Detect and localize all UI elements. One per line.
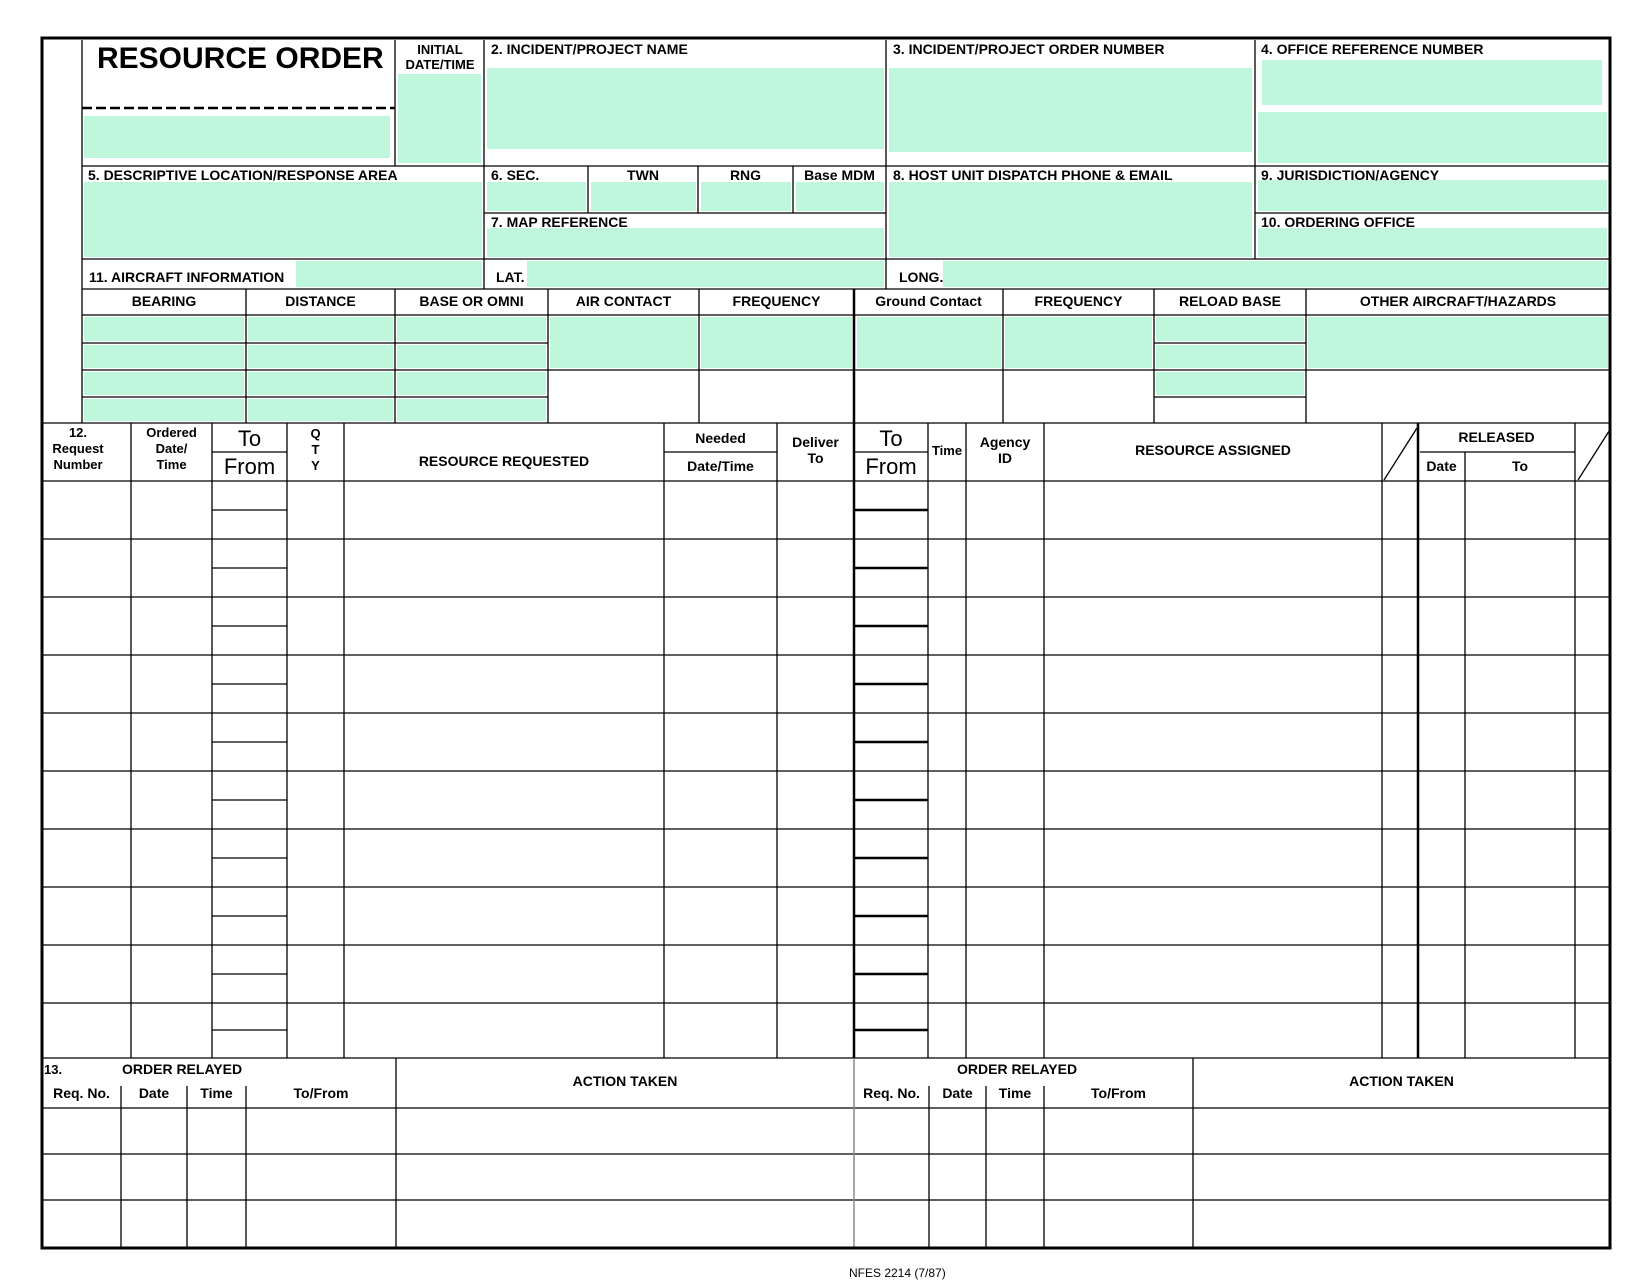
bearing-field-1[interactable] xyxy=(84,317,244,341)
request-number-header: 12. Request Number xyxy=(52,425,104,472)
action-taken-label-1: ACTION TAKEN xyxy=(572,1073,678,1089)
col-bearing: BEARING xyxy=(131,293,197,309)
section-13-label: 13. xyxy=(44,1062,63,1077)
to-from-header-1: To/From xyxy=(293,1085,349,1101)
distance-field-4[interactable] xyxy=(248,399,393,421)
long-field[interactable] xyxy=(943,261,1607,287)
form-number: NFES 2214 (7/87) xyxy=(849,1266,946,1280)
col-frequency: FREQUENCY xyxy=(732,293,821,309)
col-frequency-2: FREQUENCY xyxy=(1034,293,1123,309)
ordering-office-label: 10. ORDERING OFFICE xyxy=(1261,214,1416,230)
released-header: RELEASED xyxy=(1458,429,1535,445)
order-relayed-label-2: ORDER RELAYED xyxy=(957,1061,1078,1077)
base-omni-field-4[interactable] xyxy=(397,399,546,421)
lat-label: LAT. xyxy=(496,269,525,285)
col-base-omni: BASE OR OMNI xyxy=(419,293,524,309)
sec-label: 6. SEC. xyxy=(491,167,540,183)
aircraft-info-label: 11. AIRCRAFT INFORMATION xyxy=(89,269,285,285)
col-other-aircraft: OTHER AIRCRAFT/HAZARDS xyxy=(1359,293,1557,309)
base-omni-field-1[interactable] xyxy=(397,317,546,341)
needed-header: Needed xyxy=(695,430,746,446)
from-header-2: From xyxy=(865,454,917,479)
ordered-header: Ordered Date/ Time xyxy=(146,425,197,472)
reload-base-field-1[interactable] xyxy=(1156,317,1304,341)
released-date-header: Date xyxy=(1426,458,1457,474)
location-label: 5. DESCRIPTIVE LOCATION/RESPONSE AREA xyxy=(88,167,398,183)
base-mdm-field[interactable] xyxy=(796,182,884,211)
ordering-office-field[interactable] xyxy=(1258,228,1607,257)
to-header-2: To xyxy=(879,426,903,451)
date-header-2: Date xyxy=(942,1085,973,1101)
col-ground-contact: Ground Contact xyxy=(875,293,982,309)
jurisdiction-field[interactable] xyxy=(1258,180,1607,211)
ground-contact-field[interactable] xyxy=(857,317,1001,368)
long-label: LONG. xyxy=(899,269,944,285)
host-unit-label: 8. HOST UNIT DISPATCH PHONE & EMAIL xyxy=(893,167,1173,183)
office-ref-field-2[interactable] xyxy=(1258,112,1607,163)
initial-datetime-label: INITIAL DATE/TIME xyxy=(405,42,475,72)
rng-label: RNG xyxy=(729,167,762,183)
map-ref-field[interactable] xyxy=(487,228,884,257)
deliver-to-header: Deliver To xyxy=(792,434,839,466)
bearing-field-2[interactable] xyxy=(84,345,244,368)
released-to-header: To xyxy=(1511,458,1529,474)
initial-datetime-field[interactable] xyxy=(398,74,481,163)
twn-label: TWN xyxy=(627,167,659,183)
base-mdm-label: Base MDM xyxy=(804,167,875,183)
frequency-field-2[interactable] xyxy=(1005,317,1152,368)
office-ref-field[interactable] xyxy=(1262,60,1602,105)
order-number-field[interactable] xyxy=(889,68,1252,152)
incident-name-label: 2. INCIDENT/PROJECT NAME xyxy=(491,41,688,57)
jurisdiction-label: 9. JURISDICTION/AGENCY xyxy=(1261,167,1440,183)
air-contact-field[interactable] xyxy=(550,317,697,368)
qty-header: Q T Y xyxy=(310,426,321,473)
distance-field-2[interactable] xyxy=(248,345,393,368)
frequency-field-1[interactable] xyxy=(701,317,852,368)
from-header: From xyxy=(223,454,276,479)
other-aircraft-field[interactable] xyxy=(1308,317,1608,368)
to-from-header-2: To/From xyxy=(1091,1085,1146,1101)
host-unit-field[interactable] xyxy=(889,182,1252,257)
bearing-field-3[interactable] xyxy=(84,372,244,395)
action-taken-label-2: ACTION TAKEN xyxy=(1349,1073,1454,1089)
sec-field[interactable] xyxy=(487,182,586,211)
aircraft-info-field[interactable] xyxy=(296,261,482,287)
order-relayed-label-1: ORDER RELAYED xyxy=(122,1061,243,1077)
distance-field-1[interactable] xyxy=(248,317,393,341)
date-header-1: Date xyxy=(138,1085,170,1101)
map-ref-label: 7. MAP REFERENCE xyxy=(491,214,628,230)
rng-field[interactable] xyxy=(701,182,791,211)
order-number-label: 3. INCIDENT/PROJECT ORDER NUMBER xyxy=(893,41,1165,57)
form-title: RESOURCE ORDER xyxy=(97,42,384,75)
col-air-contact: AIR CONTACT xyxy=(575,293,672,309)
title-subfield[interactable] xyxy=(84,116,390,158)
lat-field[interactable] xyxy=(527,261,884,287)
reload-base-field-2[interactable] xyxy=(1156,345,1304,368)
distance-field-3[interactable] xyxy=(248,372,393,395)
base-omni-field-3[interactable] xyxy=(397,372,546,395)
location-field[interactable] xyxy=(84,182,482,257)
time-header-2: Time xyxy=(998,1085,1032,1101)
needed-datetime-header: Date/Time xyxy=(687,458,754,474)
resource-requested-header: RESOURCE REQUESTED xyxy=(418,453,590,469)
agency-id-header: Agency ID xyxy=(979,434,1031,466)
req-no-header-1: Req. No. xyxy=(53,1085,110,1101)
reload-base-field-3[interactable] xyxy=(1156,372,1304,395)
to-header: To xyxy=(237,426,262,451)
incident-name-field[interactable] xyxy=(487,68,884,149)
bearing-field-4[interactable] xyxy=(84,399,244,421)
time-header-1: Time xyxy=(200,1085,233,1101)
col-distance: DISTANCE xyxy=(285,293,356,309)
resource-assigned-header: RESOURCE ASSIGNED xyxy=(1135,442,1291,458)
req-no-header-2: Req. No. xyxy=(863,1085,920,1101)
twn-field[interactable] xyxy=(591,182,696,211)
time-header: Time xyxy=(931,443,963,458)
office-ref-label: 4. OFFICE REFERENCE NUMBER xyxy=(1261,41,1484,57)
col-reload-base: RELOAD BASE xyxy=(1179,293,1281,309)
base-omni-field-2[interactable] xyxy=(397,345,546,368)
